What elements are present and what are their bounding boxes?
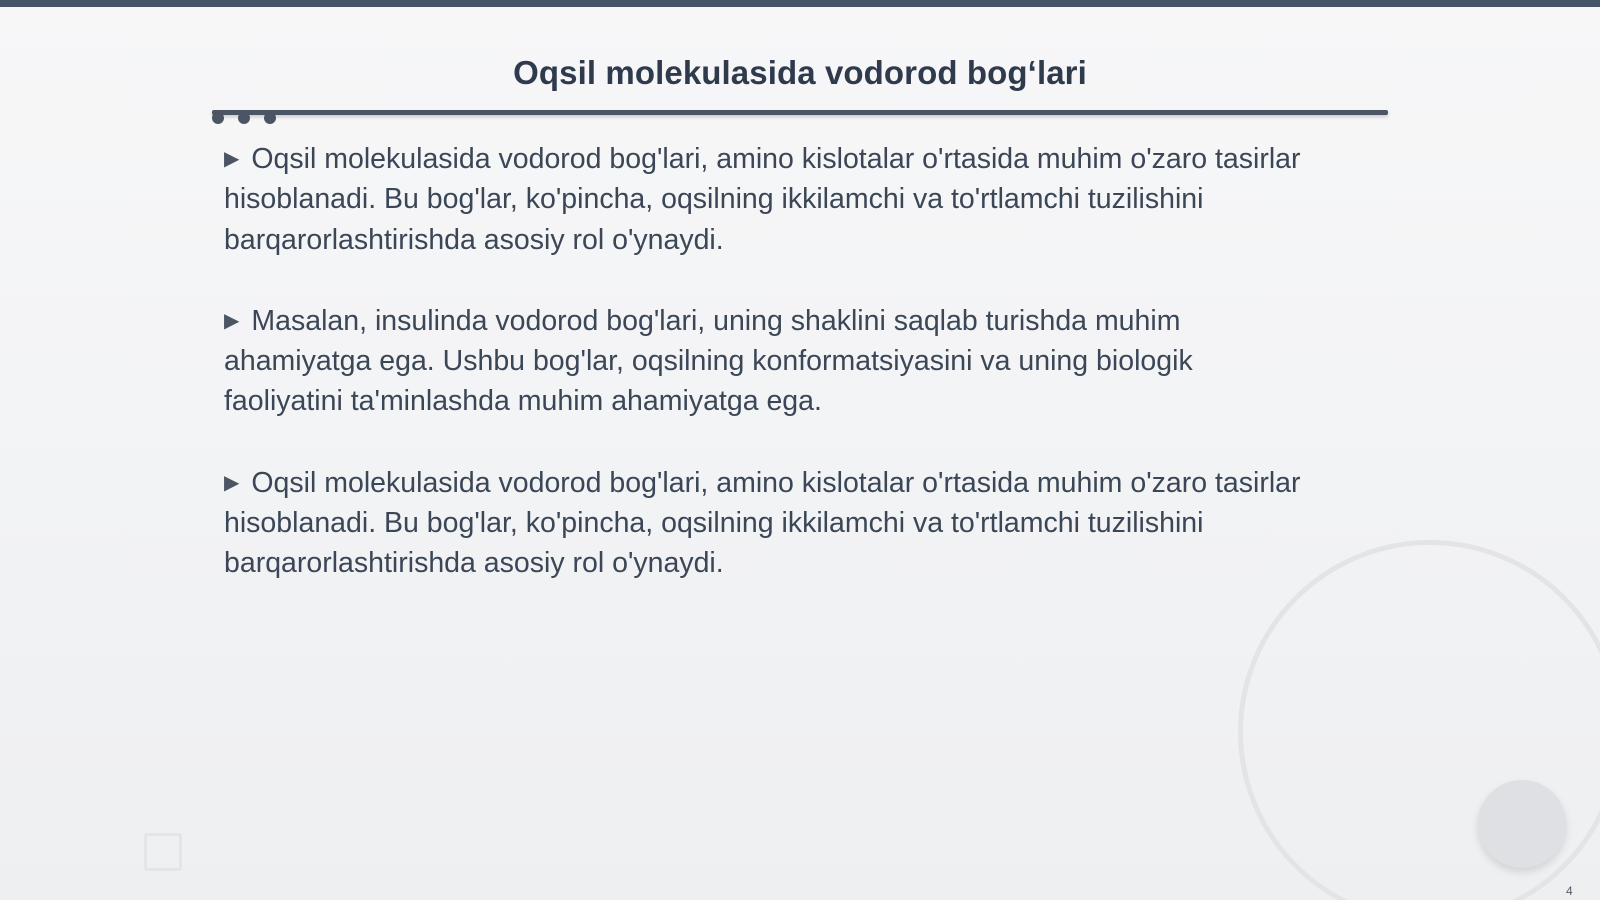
bullet-item-3 (224, 463, 1304, 584)
bullet-arrow-icon: ▶ (224, 148, 240, 170)
decor-dot-2 (238, 112, 250, 124)
decor-dot-1 (212, 112, 224, 124)
top-accent-bar (0, 0, 1600, 7)
title-underline (212, 110, 1388, 115)
decor-circle-filled (1478, 780, 1566, 868)
bullet-item-2 (224, 301, 1304, 422)
bullet-text-2: Masalan, insulinda vodorod bog'lari, uning shaklini saqlab turishda muhim ahamiyatga ega. Ushbu bog'lar, oqsilning konformatsiyasini va uning biologik faoliyatini ta'minlashda muhim ahamiyatga ega. (224, 304, 1193, 418)
bullet-text-1: Oqsil molekulasida vodorod bog'lari, amino kislotalar o'rtasida muhim o'zaro tasirlar hisoblanadi. Bu bog'lar, ko'pincha, oqsilning ikkilamchi va to'rtlamchi tuzilishini barqarorlashtirishda asosiy rol o'ynaydi. (224, 143, 1301, 256)
slide-title: Oqsil molekulasida vodorod bog‘lari (513, 54, 1087, 91)
page-number: 4 (1566, 884, 1573, 898)
bullet-arrow-icon: ▶ (224, 309, 240, 332)
bullet-list (224, 139, 1304, 625)
bullet-item-1 (224, 139, 1304, 260)
decor-square-outline (144, 833, 182, 871)
bullet-arrow-icon: ▶ (224, 471, 240, 494)
decor-dot-3 (264, 112, 276, 124)
bullet-text-3: Oqsil molekulasida vodorod bog'lari, amino kislotalar o'rtasida muhim o'zaro tasirlar hisoblanadi. Bu bog'lar, ko'pincha, oqsilning ikkilamchi va to'rtlamchi tuzilishini barqarorlashtirishda asosiy rol o'ynaydi. (224, 466, 1301, 580)
